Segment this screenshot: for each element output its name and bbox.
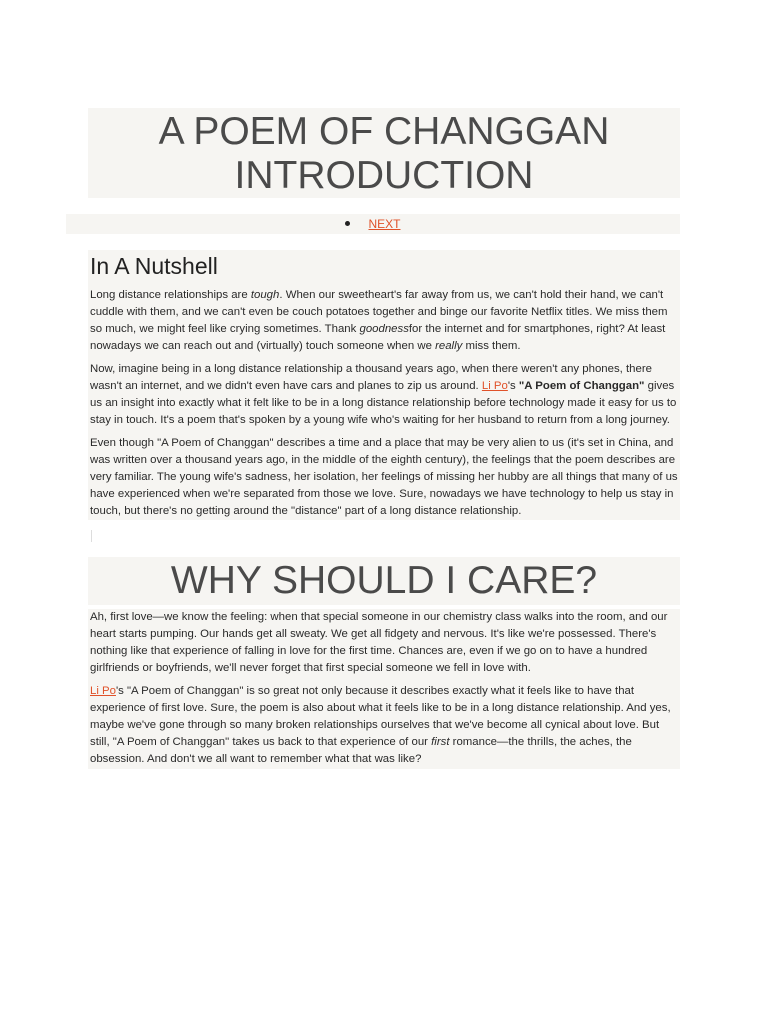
text-run: Now, imagine being in a long distance relationship a thousand years ago, when there weren't any phones, there wasn't an internet, and we didn't even have cars and planes to zip us around. xyxy=(90,363,652,392)
page-title xyxy=(88,108,680,198)
text-run: for the internet and for smartphones, right? At least nowadays we can reach out and (virtually) touch someone when we xyxy=(90,323,666,352)
text-run: miss them. xyxy=(462,340,521,352)
text-run: romance—the thrills, the aches, the obsession. And don't we all want to remember what that was like? xyxy=(90,736,632,765)
text-run: . When our sweetheart's far away from us, we can't hold their hand, we can't cuddle with them, and we can't even be couch potatoes together and binge our favorite Netflix titles. We miss them so much, we might feel like crying sometimes. Thank xyxy=(90,289,668,335)
why-care-section xyxy=(88,609,680,769)
why-care-heading: WHY SHOULD I CARE? xyxy=(88,557,680,605)
nutshell-paragraph-1 xyxy=(90,287,678,355)
text-run: Long distance relationships are xyxy=(90,289,251,301)
emphasis-text: tough xyxy=(250,289,280,301)
why-care-paragraph-1: Ah, first love—we know the feeling: when that special someone in our chemistry class walks into the room, and our heart starts pumping. Our hands get all sweaty. We get all fidgety and nervous. It's like we're possessed. There's nothing like that experience of falling in love for the first time. Chances are, even if we go on to have a hundred girlfriends or boyfriends, we'll never forget that first special someone we fell in love with. xyxy=(90,611,668,674)
nutshell-section xyxy=(88,250,680,520)
pagination-list xyxy=(66,214,680,234)
nutshell-heading: In A Nutshell xyxy=(90,253,218,279)
nutshell-paragraph-2 xyxy=(90,361,678,429)
why-care-paragraph-2 xyxy=(90,683,678,768)
emphasis-text: really xyxy=(435,340,463,352)
text-run: gives us an insight into exactly what it felt like to be in a long distance relationship before technology made it easy for us to stay in touch. It's a poem that's spoken by a young wife who's waiting for her husband to return from a long journey. xyxy=(90,380,677,426)
author-link[interactable]: Li Po xyxy=(90,685,116,697)
page-title-line2: INTRODUCTION xyxy=(234,154,534,197)
text-run: 's xyxy=(507,380,519,392)
author-link[interactable]: Li Po xyxy=(481,380,508,392)
emphasis-text: goodness xyxy=(359,323,409,335)
poem-title-bold: "A Poem of Changgan" xyxy=(518,380,645,392)
text-run: 's "A Poem of Changgan" is so great not only because it describes exactly what it feels like to have that experience of first love. Sure, the poem is also about what it feels like to be in a long distance relationship. And yes, maybe we've gone through so many broken relationships ourselves that we've become all cynical about love. But still, "A Poem of Changgan" takes us back to that experience of our xyxy=(90,685,671,748)
divider xyxy=(91,530,92,542)
next-link[interactable]: NEXT xyxy=(368,217,401,231)
bullet-icon xyxy=(345,221,350,226)
nutshell-paragraph-3: Even though "A Poem of Changgan" describes a time and a place that may be very alien to us (it's set in China, and was written over a thousand years ago, in the middle of the eighth century), the feelings that the poem describes are very familiar. The young wife's sadness, her isolation, her feelings of missing her hubby are all things that many of us have experienced when we're separated from those we love. Sure, nowadays we have technology to help us stay in touch, but there's no getting around the "distance" part of a long distance relationship. xyxy=(90,437,678,517)
page-title-line1: A POEM OF CHANGGAN xyxy=(158,110,610,153)
emphasis-text: first xyxy=(431,736,450,748)
pagination-nav xyxy=(66,214,680,234)
pagination-item-next xyxy=(345,214,400,234)
